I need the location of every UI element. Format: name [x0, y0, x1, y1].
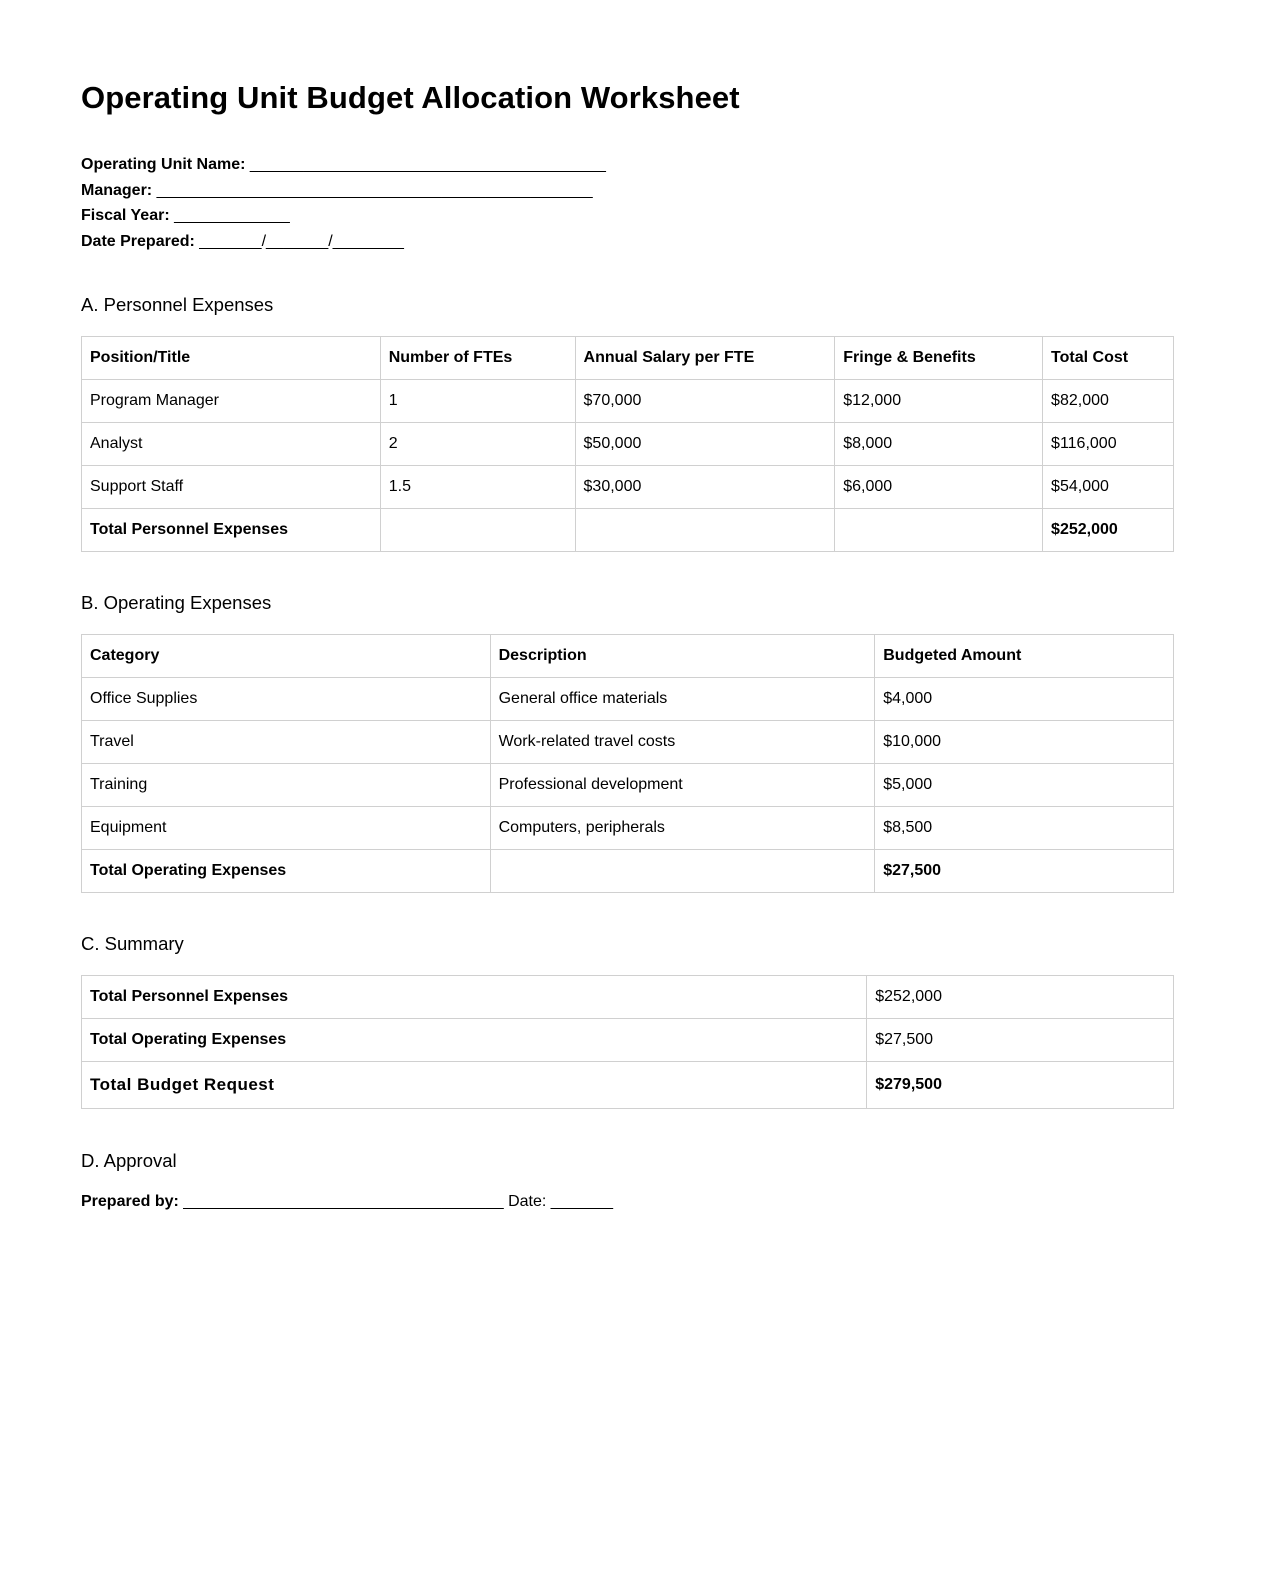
column-header: Annual Salary per FTE: [575, 337, 835, 380]
summary-heading: C. Summary: [81, 933, 184, 954]
operating-unit-name-field: Operating Unit Name: ________________________________________: [81, 156, 606, 173]
operating-table: [81, 634, 1174, 893]
personnel-total-row: [82, 509, 1174, 552]
column-header: Position/Title: [82, 337, 381, 380]
date-label: Date:: [508, 1193, 547, 1210]
page-title: Operating Unit Budget Allocation Worksheet: [81, 80, 740, 115]
operating-heading: B. Operating Expenses: [81, 592, 272, 613]
table-header-row: [82, 337, 1174, 380]
table-row: Total Personnel Expenses $252,000: [82, 976, 1174, 1019]
prepared-by-field: Prepared by: ____________________________________ Date: _______: [81, 1193, 614, 1210]
table-row: Training Professional development $5,000: [82, 764, 1174, 807]
table-row: Equipment Computers, peripherals $8,500: [82, 807, 1174, 850]
column-header: Budgeted Amount: [875, 635, 1174, 678]
fiscal-year-field: Fiscal Year: _____________: [81, 207, 290, 224]
total-budget-label: Total Budget Request: [82, 1062, 867, 1109]
summary-table: [81, 975, 1174, 1109]
total-budget-row: [82, 1062, 1174, 1109]
manager-field: Manager: _________________________________________________: [81, 181, 593, 199]
table-row: Program Manager 1 $70,000 $12,000 $82,000: [82, 380, 1174, 423]
table-header-row: [82, 635, 1174, 678]
approval-heading: D. Approval: [81, 1150, 177, 1171]
fiscal-year-line[interactable]: _____________: [174, 207, 290, 224]
table-row: Analyst 2 $50,000 $8,000 $116,000: [82, 423, 1174, 466]
table-row: Total Operating Expenses $27,500: [82, 1019, 1174, 1062]
operating-unit-name-line[interactable]: ________________________________________: [249, 156, 606, 173]
personnel-total-label: Total Personnel Expenses: [82, 509, 381, 552]
prepared-by-line[interactable]: ____________________________________: [183, 1193, 504, 1210]
table-row: Support Staff 1.5 $30,000 $6,000 $54,000: [82, 466, 1174, 509]
header-fields: [81, 152, 606, 254]
column-header: Number of FTEs: [380, 337, 575, 380]
table-row: Office Supplies General office materials $4,000: [82, 678, 1174, 721]
operating-total-label: Total Operating Expenses: [82, 850, 491, 893]
personnel-total-value: $252,000: [1043, 509, 1174, 552]
table-row: Travel Work-related travel costs $10,000: [82, 721, 1174, 764]
date-prepared-field: Date Prepared: _______/_______/________: [81, 232, 404, 250]
operating-total-value: $27,500: [875, 850, 1174, 893]
personnel-table: [81, 336, 1174, 552]
manager-line[interactable]: _________________________________________________: [156, 181, 593, 199]
date-line[interactable]: _______: [550, 1193, 614, 1210]
column-header: Total Cost: [1043, 337, 1174, 380]
column-header: Category: [82, 635, 491, 678]
column-header: Fringe & Benefits: [835, 337, 1043, 380]
personnel-heading: A. Personnel Expenses: [81, 294, 274, 315]
operating-total-row: [82, 850, 1174, 893]
total-budget-value: $279,500: [867, 1062, 1174, 1109]
column-header: Description: [490, 635, 875, 678]
date-prepared-line[interactable]: _______/_______/________: [199, 232, 404, 250]
